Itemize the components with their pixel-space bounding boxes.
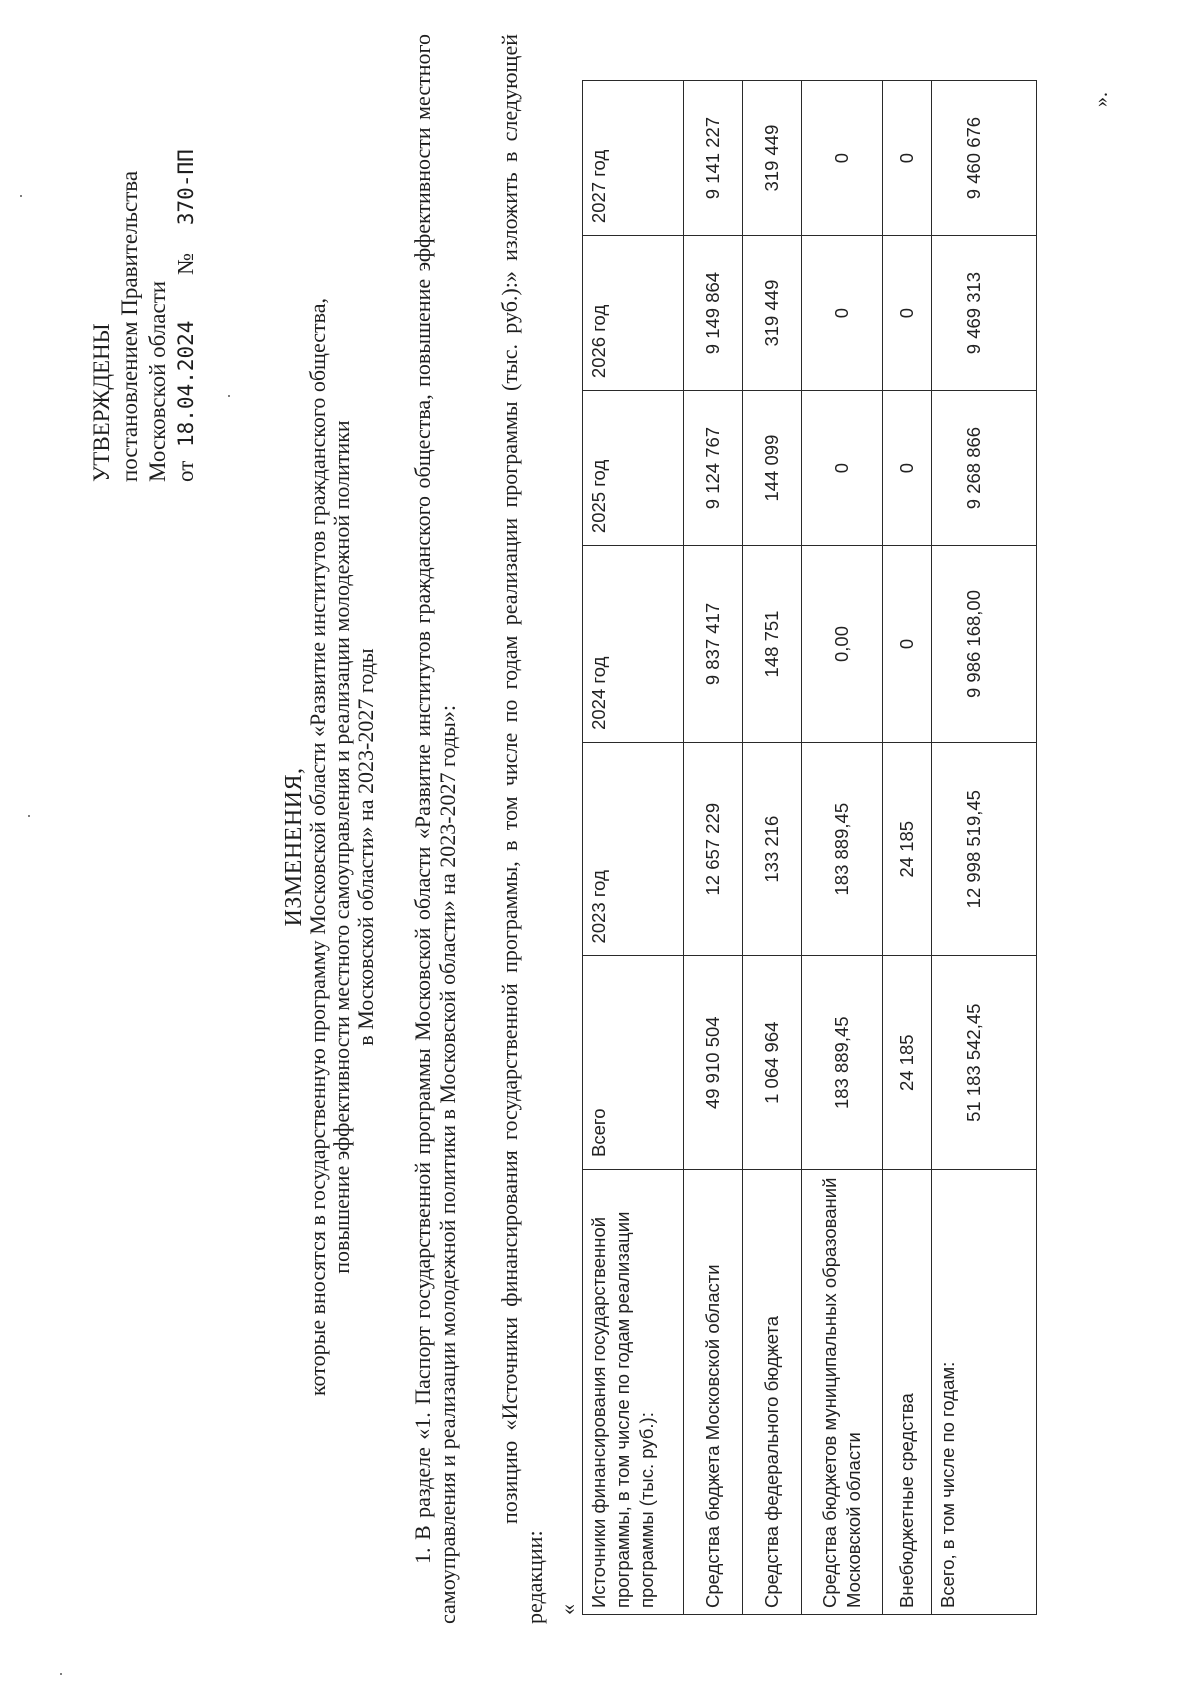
value-cell: 24 185 <box>883 742 932 956</box>
table-header-row <box>583 81 684 1615</box>
value-cell: 9 837 417 <box>684 546 743 743</box>
financing-table <box>582 80 1037 1615</box>
value-cell: 24 185 <box>883 956 932 1170</box>
table-row <box>883 81 932 1615</box>
value-cell: 9 124 767 <box>684 391 743 546</box>
scan-speck <box>28 815 30 817</box>
value-cell: 133 216 <box>743 742 802 956</box>
value-cell: 9 460 676 <box>932 81 1037 236</box>
value-cell: 0 <box>883 236 932 391</box>
value-cell: 9 986 168,00 <box>932 546 1037 743</box>
table-row <box>802 81 883 1615</box>
date-prefix: от <box>173 460 198 482</box>
value-cell: 12 998 519,45 <box>932 742 1037 956</box>
paragraph-section-1: 1. В разделе «1. Паспорт государственной программы Московской области «Развитие институтов гражданского общества, повышение эффективности местного самоуправления и реализации молодежной политики в Московской области» на 2023-2027 годы»: <box>410 34 460 1624</box>
value-cell: 0 <box>883 546 932 743</box>
value-cell: 0 <box>883 391 932 546</box>
value-cell: 9 469 313 <box>932 236 1037 391</box>
header-cell: 2024 год <box>583 546 684 743</box>
header-label-cell: Источники финансирования государственной программы, в том числе по годам реализации программы (тыс. руб.): <box>583 1170 684 1615</box>
value-cell: 0 <box>802 391 883 546</box>
value-cell: 144 099 <box>743 391 802 546</box>
row-label-cell: Внебюджетные средства <box>883 1170 932 1615</box>
value-cell: 183 889,45 <box>802 742 883 956</box>
value-cell: 183 889,45 <box>802 956 883 1170</box>
value-cell: 0 <box>802 81 883 236</box>
value-cell: 51 183 542,45 <box>932 956 1037 1170</box>
approval-line: Московской области <box>145 280 170 482</box>
approval-line: постановлением Правительства <box>117 170 142 482</box>
scan-speck <box>228 395 230 397</box>
header-cell: 2025 год <box>583 391 684 546</box>
value-cell: 9 268 866 <box>932 391 1037 546</box>
header-cell: 2027 год <box>583 81 684 236</box>
approval-stamp <box>88 149 200 482</box>
number-sign: № <box>173 252 198 275</box>
title-line: повышение эффективности местного самоуправления и реализации молодежной политики <box>329 420 354 1274</box>
title-line: которые вносятся в государственную программу Московской области «Развитие институтов гражданского общества, <box>305 297 330 1397</box>
row-label-cell: Средства бюджета Московской области <box>684 1170 743 1615</box>
value-cell: 49 910 504 <box>684 956 743 1170</box>
table-row <box>743 81 802 1615</box>
value-cell: 319 449 <box>743 81 802 236</box>
header-cell: Всего <box>583 956 684 1170</box>
header-cell: 2023 год <box>583 742 684 956</box>
value-cell: 148 751 <box>743 546 802 743</box>
value-cell: 0,00 <box>802 546 883 743</box>
title-line: в Московской области» на 2023-2027 годы <box>353 648 378 1046</box>
opening-quote: « <box>555 1604 580 1615</box>
value-cell: 319 449 <box>743 236 802 391</box>
approval-heading: УТВЕРЖДЕНЫ <box>89 323 114 482</box>
row-label-cell: Средства федерального бюджета <box>743 1170 802 1615</box>
value-cell: 9 141 227 <box>684 81 743 236</box>
scan-speck <box>60 1673 62 1675</box>
scan-speck <box>20 195 22 197</box>
value-cell: 9 149 864 <box>684 236 743 391</box>
row-label-cell: Всего, в том числе по годам: <box>932 1170 1037 1615</box>
value-cell: 12 657 229 <box>684 742 743 956</box>
value-cell: 0 <box>802 236 883 391</box>
header-cell: 2026 год <box>583 236 684 391</box>
value-cell: 0 <box>883 81 932 236</box>
approval-date: 18.04.2024 <box>174 320 198 447</box>
approval-number: 370-ПП <box>174 149 198 226</box>
closing-quote: ». <box>1090 92 1112 107</box>
approval-date-line <box>172 149 200 482</box>
table-total-row <box>932 81 1037 1615</box>
value-cell: 1 064 964 <box>743 956 802 1170</box>
paragraph-position: позицию «Источники финансирования государственной программы, в том числе по годам реализации программы (тыс. руб.):» изложить в следующей редакции: <box>497 34 547 1624</box>
row-label-cell: Средства бюджетов муниципальных образований Московской области <box>802 1170 883 1615</box>
title-heading: ИЗМЕНЕНИЯ, <box>281 767 307 927</box>
document-title <box>282 87 378 1607</box>
table-row <box>684 81 743 1615</box>
